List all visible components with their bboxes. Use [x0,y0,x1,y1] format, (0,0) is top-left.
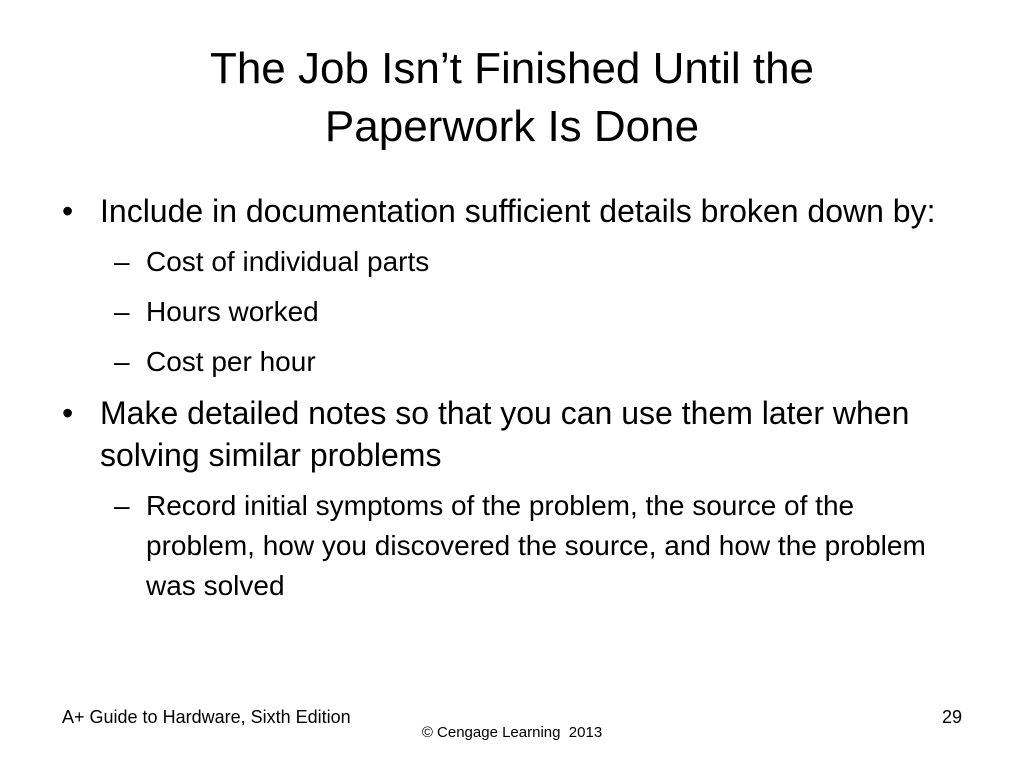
slide-title-line: The Job Isn’t Finished Until the [209,44,815,93]
sub-bullet-item [52,486,962,606]
bullet-icon: • [62,395,74,431]
slide-title [100,40,924,156]
sub-bullet-text: Cost of individual parts [146,246,430,277]
bullet-text: Make detailed notes so that you can use them later when solving similar problems [100,395,910,473]
sub-bullet-item [52,342,962,382]
slide-body [52,190,962,616]
bullet-item [52,392,962,476]
sub-bullet-item [52,292,962,332]
footer-book-title: A+ Guide to Hardware, Sixth Edition [62,707,351,727]
sub-bullet-item [52,242,962,282]
dash-icon: – [114,296,130,327]
sub-bullet-text: Record initial symptoms of the problem, the source of the problem, how you discovered the source, and how the problem was solved [146,490,926,601]
dash-icon: – [114,346,130,377]
sub-bullet-list [52,242,962,382]
sub-bullet-text: Cost per hour [146,346,316,377]
sub-bullet-list [52,486,962,606]
bullet-icon: • [62,193,74,229]
dash-icon: – [114,246,130,277]
bullet-item [52,190,962,232]
slide-number: 29 [941,707,962,727]
bullet-text: Include in documentation sufficient details broken down by: [100,193,936,229]
sub-bullet-text: Hours worked [146,296,319,327]
slide-title-line: Paperwork Is Done [324,102,700,151]
copyright-notice: © Cengage Learning 2013 [421,724,603,741]
dash-icon: – [114,490,130,521]
